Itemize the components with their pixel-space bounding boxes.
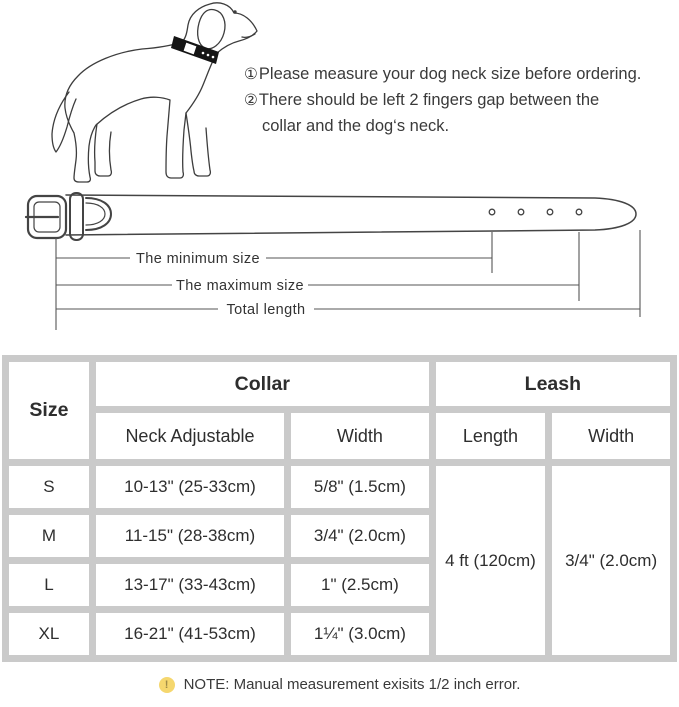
- size-header-cell: Size: [9, 362, 89, 459]
- collar-measurement-diagram: [0, 185, 679, 335]
- collar-dot: [202, 52, 205, 55]
- footer-note-text: NOTE: Manual measurement exisits 1/2 inch error.: [183, 676, 521, 693]
- belt-keeper: [70, 193, 83, 240]
- note-2-text-line1: There should be left 2 fingers gap between the: [258, 91, 600, 109]
- belt-hole: [518, 209, 524, 215]
- collar-dot: [212, 56, 215, 59]
- size-cell: XL: [9, 613, 89, 655]
- collar-dot: [207, 54, 210, 57]
- collar-header-cell: Collar: [96, 362, 429, 406]
- collar-width-cell: 3/4" (2.0cm): [291, 515, 429, 557]
- footer-note: [0, 676, 679, 693]
- size-table: [2, 355, 677, 662]
- neck-cell: 10-13" (25-33cm): [96, 466, 284, 508]
- leash-header-cell: Leash: [436, 362, 670, 406]
- dog-eye: [233, 10, 236, 13]
- collar-width-cell: 1¼" (3.0cm): [291, 613, 429, 655]
- neck-cell: 16-21" (41-53cm): [96, 613, 284, 655]
- measuring-notes: [244, 61, 674, 139]
- leash-length-header: Length: [436, 413, 546, 459]
- neck-cell: 13-17" (33-43cm): [96, 564, 284, 606]
- dog-far-hind-leg: [95, 124, 112, 176]
- size-table-grid: [2, 355, 677, 662]
- note-2: [244, 87, 674, 113]
- leash-width-header: Width: [552, 413, 670, 459]
- collar-width-header: Width: [291, 413, 429, 459]
- belt-d-loop-inner: [86, 203, 105, 225]
- neck-adjustable-header: Neck Adjustable: [96, 413, 284, 459]
- neck-cell: 11-15" (28-38cm): [96, 515, 284, 557]
- dog-far-front-leg: [186, 113, 210, 176]
- note-2-marker: ②: [244, 91, 258, 109]
- note-1-marker: ①: [244, 65, 258, 83]
- dog-outline: [65, 3, 257, 182]
- note-1-text: Please measure your dog neck size before ordering.: [258, 65, 642, 83]
- table-row: [9, 466, 670, 508]
- size-cell: M: [9, 515, 89, 557]
- belt-hole: [547, 209, 553, 215]
- total-length-label: Total length: [226, 302, 306, 318]
- belt-hole: [489, 209, 495, 215]
- collar-width-cell: 5/8" (1.5cm): [291, 466, 429, 508]
- max-size-label: The maximum size: [175, 278, 305, 294]
- collar-width-cell: 1" (2.5cm): [291, 564, 429, 606]
- size-cell: L: [9, 564, 89, 606]
- note-2-continued: [244, 113, 674, 139]
- belt-hole: [576, 209, 582, 215]
- note-2-text-line2: collar and the dog‘s neck.: [262, 117, 450, 135]
- leash-length-cell: 4 ft (120cm): [436, 466, 546, 655]
- leash-width-cell: 3/4" (2.0cm): [552, 466, 670, 655]
- note-1: [244, 61, 674, 87]
- min-size-label: The minimum size: [135, 251, 261, 267]
- size-cell: S: [9, 466, 89, 508]
- exclamation-icon: !: [159, 677, 175, 693]
- dog-illustration: [20, 0, 270, 185]
